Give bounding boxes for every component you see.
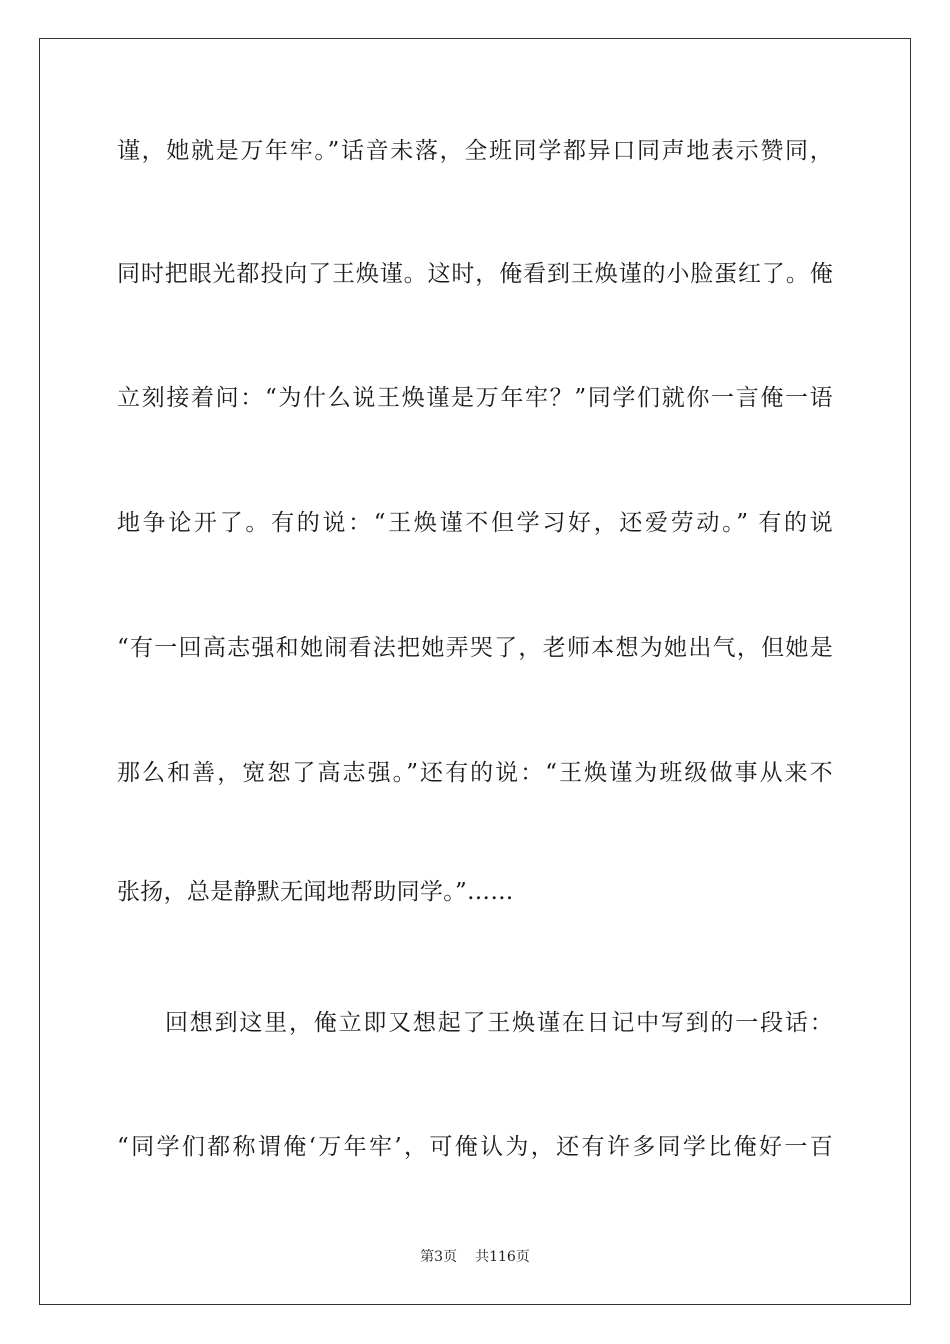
text-line: 谨，她就是万年牢。”话音未落，全班同学都异口同声地表示赞同， — [117, 138, 833, 164]
page-total: 共116页 — [475, 1249, 530, 1265]
page-border — [39, 38, 911, 1305]
page-number: 第3页 — [420, 1249, 458, 1265]
text-line: 那么和善，宽恕了高志强。”还有的说：“王焕谨为班级做事从来不 — [117, 760, 833, 786]
text-line: 同时把眼光都投向了王焕谨。这时，俺看到王焕谨的小脸蛋红了。俺 — [117, 261, 833, 287]
paragraph-first-line: 回想到这里，俺立即又想起了王焕谨在日记中写到的一段话： — [165, 1010, 833, 1036]
text-line: “同学们都称谓俺‘万年牢’，可俺认为，还有许多同学比俺好一百 — [117, 1134, 833, 1160]
text-line: 地争论开了。有的说：“王焕谨不但学习好，还爱劳动。” 有的说 — [117, 510, 833, 536]
text-line: “有一回高志强和她闹看法把她弄哭了，老师本想为她出气，但她是 — [117, 635, 833, 661]
text-line: 张扬，总是静默无闻地帮助同学。”…… — [117, 879, 514, 905]
text-line: 立刻接着问：“为什么说王焕谨是万年牢？”同学们就你一言俺一语 — [117, 385, 833, 411]
page-footer — [0, 1248, 950, 1266]
